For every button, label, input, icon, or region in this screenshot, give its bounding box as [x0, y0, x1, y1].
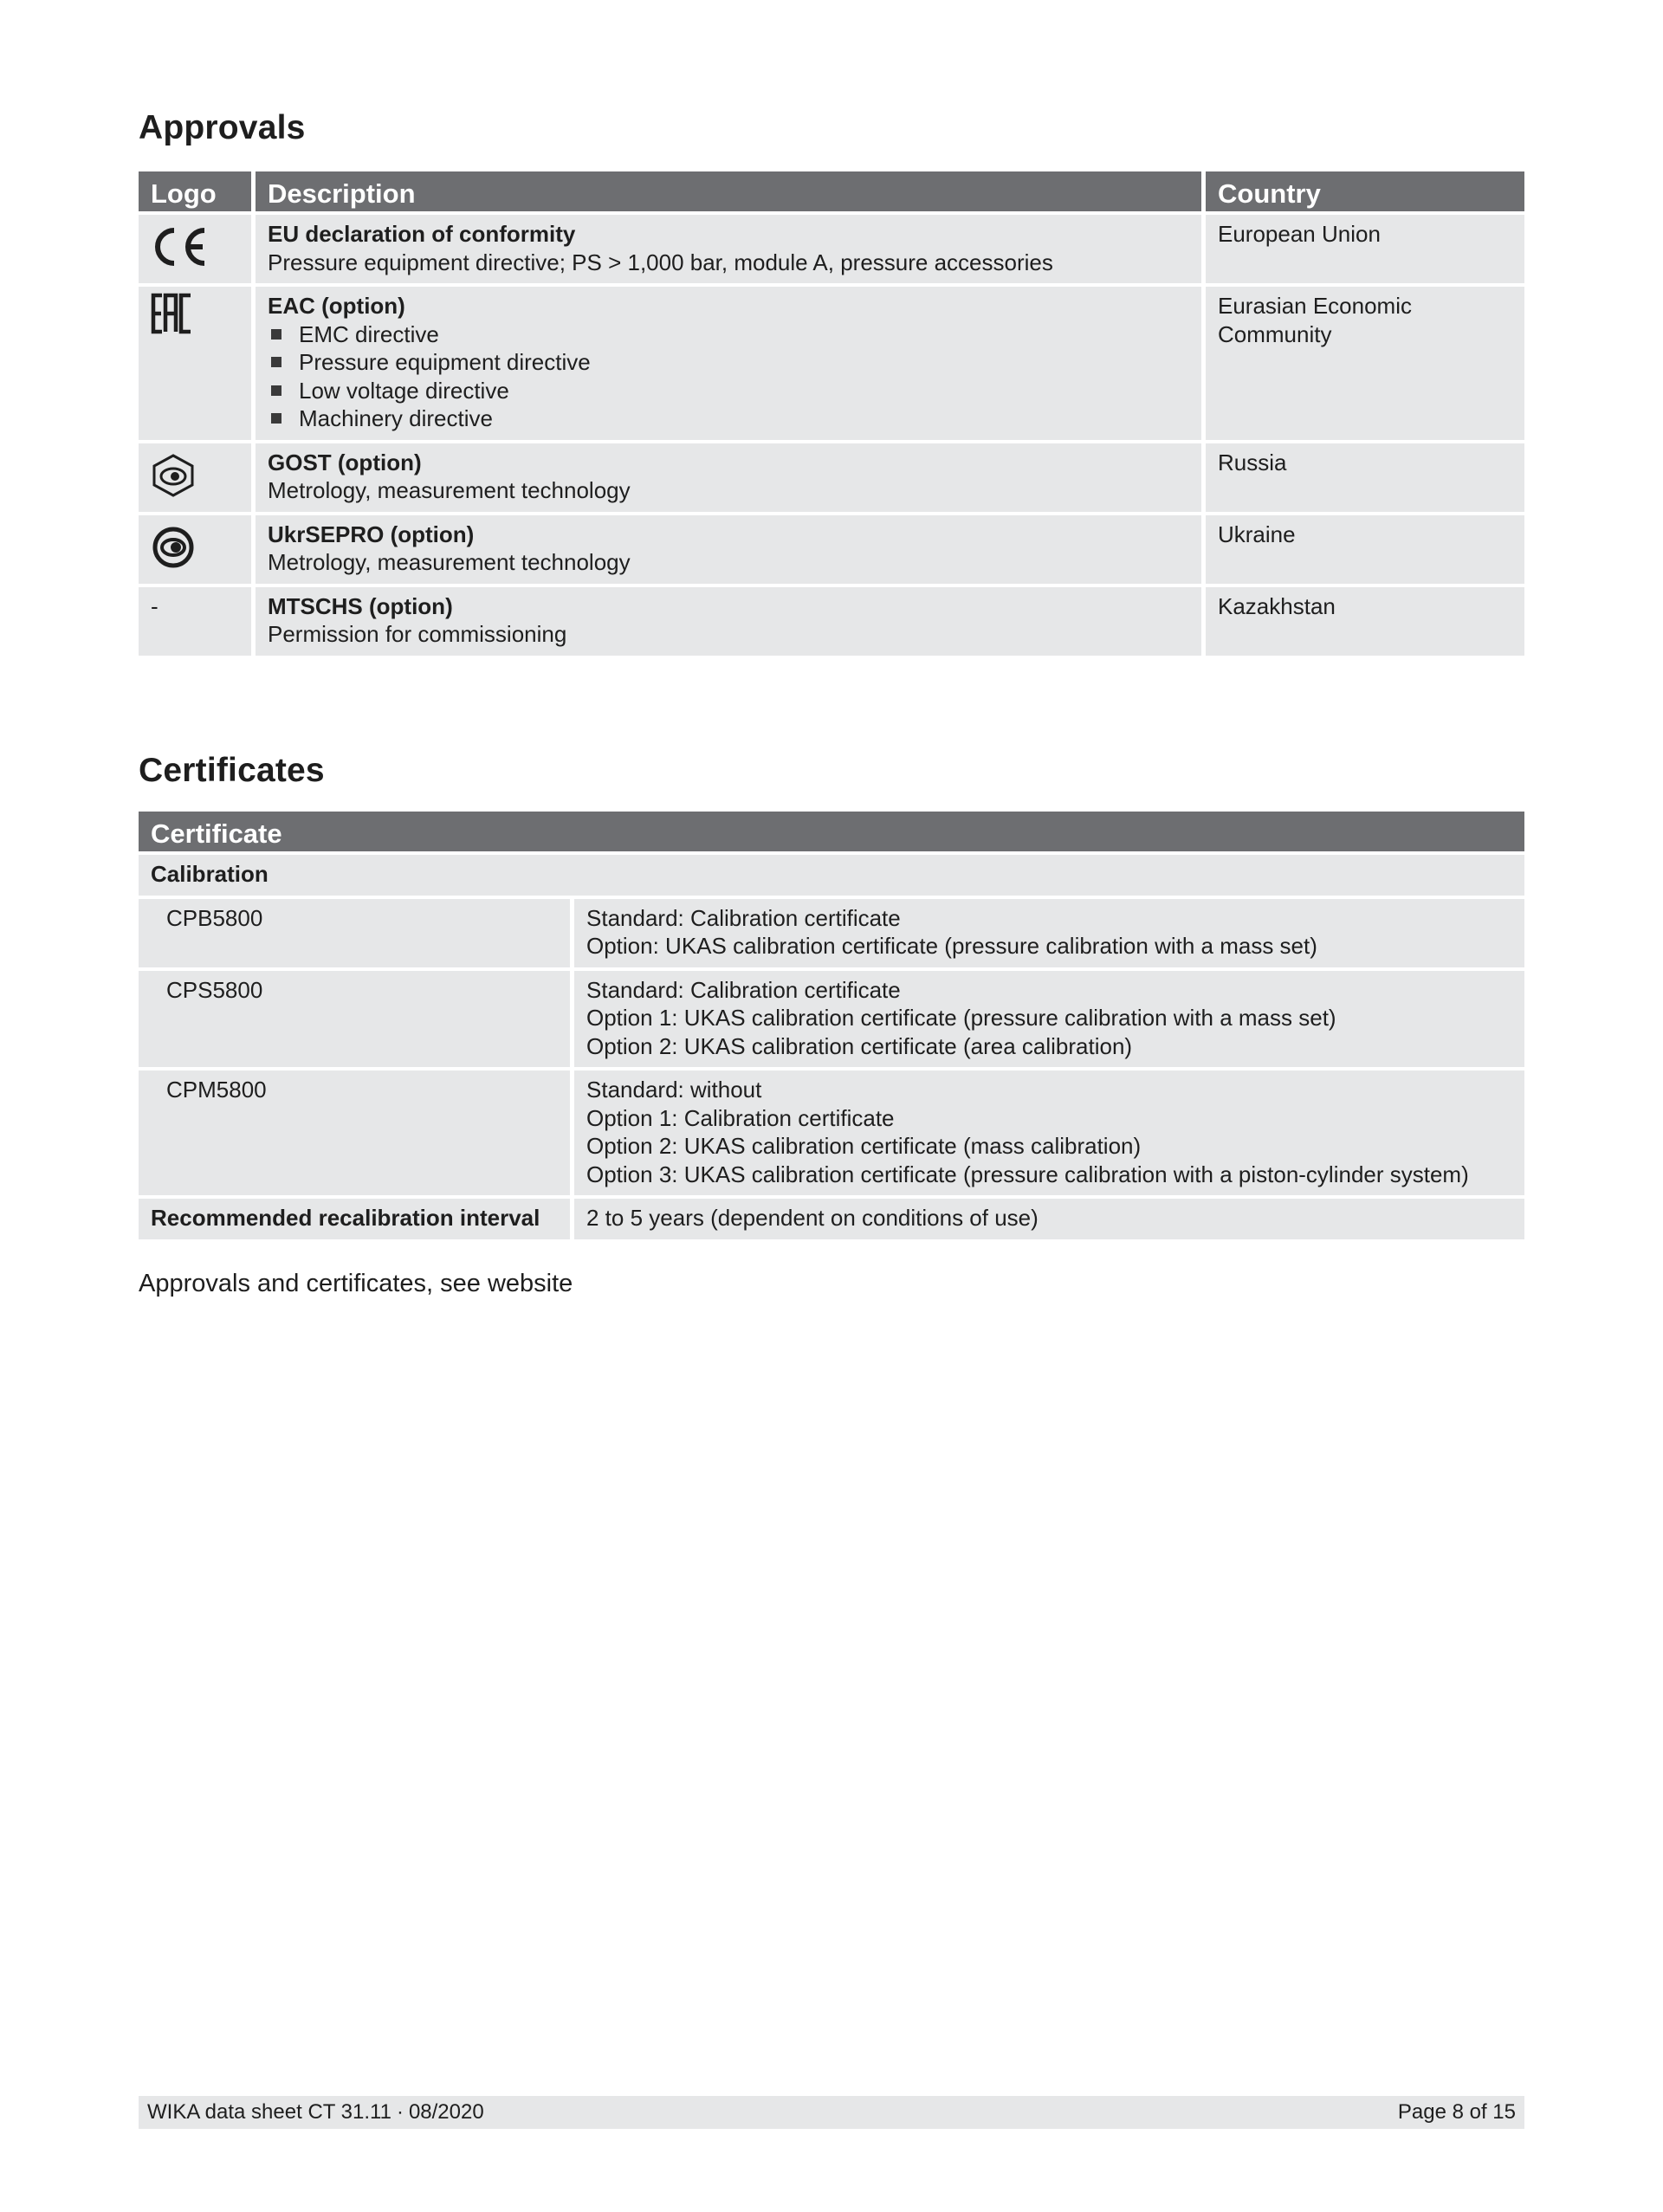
header-certificate: Certificate	[139, 812, 1524, 855]
table-row	[139, 287, 1524, 443]
square-bullet-icon	[271, 385, 281, 396]
certificates-table	[139, 812, 1524, 1243]
list-item: Machinery directive	[268, 404, 1189, 433]
approval-text: Pressure equipment directive; PS > 1,000 bar, module A, pressure accessories	[268, 249, 1053, 275]
country-cell: European Union	[1206, 215, 1524, 287]
certificate-cell: Standard: Calibration certificate Option: UKAS calibration certificate (pressure calibration with a mass set)	[574, 899, 1524, 971]
description-cell	[256, 287, 1206, 443]
calibration-group-label: Calibration	[139, 855, 1524, 899]
recalibration-value: 2 to 5 years (dependent on conditions of use)	[574, 1199, 1524, 1243]
logo-cell	[139, 443, 256, 515]
country-cell: Kazakhstan	[1206, 587, 1524, 659]
directive-list	[268, 320, 1189, 433]
approvals-header-row	[139, 171, 1524, 215]
table-row	[139, 1199, 1524, 1243]
header-description: Description	[256, 171, 1206, 215]
ukrsepro-mark-icon	[151, 524, 196, 571]
description-cell	[256, 443, 1206, 515]
certificate-cell: Standard: Calibration certificate Option 1: UKAS calibration certificate (pressure calibration with a mass set) Option 2: UKAS calibration certificate (area calibration)	[574, 971, 1524, 1071]
logo-cell	[139, 515, 256, 587]
list-item: Low voltage directive	[268, 377, 1189, 405]
certificates-header-row	[139, 812, 1524, 855]
certificates-heading: Certificates	[139, 752, 325, 789]
website-note: Approvals and certificates, see website	[139, 1270, 573, 1297]
table-row	[139, 587, 1524, 659]
square-bullet-icon	[271, 357, 281, 367]
square-bullet-icon	[271, 413, 281, 424]
gost-mark-icon	[151, 452, 196, 499]
logo-cell	[139, 215, 256, 287]
approval-text: Metrology, measurement technology	[268, 549, 631, 575]
footer-document-id: WIKA data sheet CT 31.11 ∙ 08/2020	[147, 2100, 484, 2124]
approval-title: UkrSEPRO (option)	[268, 521, 475, 547]
country-cell: Russia	[1206, 443, 1524, 515]
country-cell: Ukraine	[1206, 515, 1524, 587]
approval-title: MTSCHS (option)	[268, 592, 453, 619]
approval-title: EAC (option)	[268, 293, 405, 319]
table-row	[139, 899, 1524, 971]
description-cell	[256, 215, 1206, 287]
logo-cell	[139, 287, 256, 443]
model-cell: CPS5800	[139, 971, 574, 1071]
square-bullet-icon	[271, 329, 281, 340]
approval-title: GOST (option)	[268, 449, 422, 475]
approvals-heading: Approvals	[139, 109, 306, 146]
footer-page-number: Page 8 of 15	[1397, 2100, 1516, 2124]
approvals-table	[139, 171, 1524, 659]
description-cell	[256, 515, 1206, 587]
list-item: EMC directive	[268, 320, 1189, 349]
table-row	[139, 443, 1524, 515]
header-logo: Logo	[139, 171, 256, 215]
table-row	[139, 515, 1524, 587]
approval-title: EU declaration of conformity	[268, 221, 576, 247]
page-footer	[139, 2096, 1524, 2129]
recalibration-label: Recommended recalibration interval	[139, 1199, 574, 1243]
list-item: Pressure equipment directive	[268, 348, 1189, 377]
eac-mark-icon	[151, 292, 194, 335]
table-row	[139, 971, 1524, 1071]
table-row	[139, 1070, 1524, 1199]
model-cell: CPB5800	[139, 899, 574, 971]
table-row	[139, 215, 1524, 287]
description-cell	[256, 587, 1206, 659]
approval-text: Permission for commissioning	[268, 621, 567, 647]
table-row	[139, 855, 1524, 899]
header-country: Country	[1206, 171, 1524, 215]
model-cell: CPM5800	[139, 1070, 574, 1199]
country-cell: Eurasian Economic Community	[1206, 287, 1524, 443]
ce-mark-icon	[151, 225, 208, 268]
approval-text: Metrology, measurement technology	[268, 477, 631, 503]
logo-cell: -	[139, 587, 256, 659]
certificate-cell: Standard: without Option 1: Calibration certificate Option 2: UKAS calibration certificate (mass calibration) Option 3: UKAS calibration certificate (pressure calibration with a piston-cylinder system)	[574, 1070, 1524, 1199]
